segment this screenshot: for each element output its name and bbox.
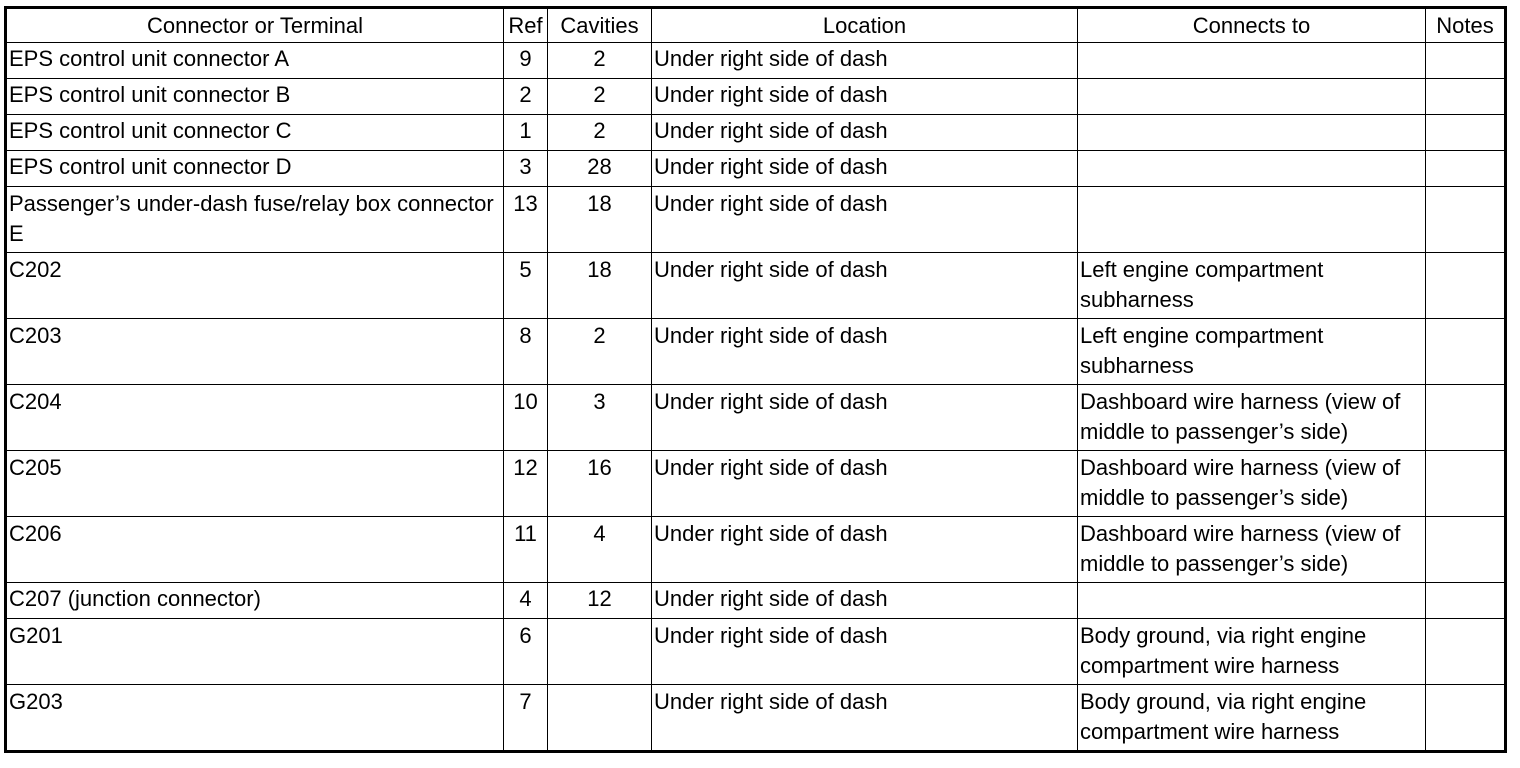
cell-connector: G201 bbox=[6, 619, 504, 685]
cell-location: Under right side of dash bbox=[652, 319, 1078, 385]
cell-connects-to bbox=[1078, 583, 1426, 619]
cell-cavities: 4 bbox=[548, 517, 652, 583]
connector-table-container bbox=[4, 6, 1507, 753]
cell-ref: 7 bbox=[504, 685, 548, 752]
table-row bbox=[6, 685, 1506, 752]
cell-location: Under right side of dash bbox=[652, 451, 1078, 517]
cell-connector: Passenger’s under-dash fuse/relay box connector E bbox=[6, 187, 504, 253]
cell-connects-to bbox=[1078, 187, 1426, 253]
table-row bbox=[6, 79, 1506, 115]
cell-connector: EPS control unit connector B bbox=[6, 79, 504, 115]
cell-cavities: 3 bbox=[548, 385, 652, 451]
connector-table bbox=[4, 6, 1507, 753]
cell-ref: 11 bbox=[504, 517, 548, 583]
table-row bbox=[6, 619, 1506, 685]
cell-connector: EPS control unit connector A bbox=[6, 43, 504, 79]
cell-notes bbox=[1426, 517, 1506, 583]
header-connector: Connector or Terminal bbox=[6, 8, 504, 43]
cell-notes bbox=[1426, 451, 1506, 517]
cell-connects-to: Dashboard wire harness (view of middle to passenger’s side) bbox=[1078, 385, 1426, 451]
cell-connects-to bbox=[1078, 151, 1426, 187]
cell-ref: 12 bbox=[504, 451, 548, 517]
cell-cavities: 2 bbox=[548, 115, 652, 151]
cell-connects-to: Left engine compartment subharness bbox=[1078, 253, 1426, 319]
table-row bbox=[6, 115, 1506, 151]
cell-notes bbox=[1426, 253, 1506, 319]
cell-notes bbox=[1426, 619, 1506, 685]
table-row bbox=[6, 517, 1506, 583]
cell-connector: G203 bbox=[6, 685, 504, 752]
cell-notes bbox=[1426, 685, 1506, 752]
cell-connector: EPS control unit connector C bbox=[6, 115, 504, 151]
table-row bbox=[6, 451, 1506, 517]
cell-notes bbox=[1426, 583, 1506, 619]
cell-connector: C204 bbox=[6, 385, 504, 451]
header-cavities: Cavities bbox=[548, 8, 652, 43]
cell-ref: 3 bbox=[504, 151, 548, 187]
cell-cavities: 2 bbox=[548, 319, 652, 385]
cell-ref: 6 bbox=[504, 619, 548, 685]
cell-notes bbox=[1426, 43, 1506, 79]
cell-location: Under right side of dash bbox=[652, 685, 1078, 752]
cell-connector: C202 bbox=[6, 253, 504, 319]
cell-cavities: 2 bbox=[548, 43, 652, 79]
table-row bbox=[6, 43, 1506, 79]
cell-connector: C207 (junction connector) bbox=[6, 583, 504, 619]
cell-notes bbox=[1426, 187, 1506, 253]
cell-location: Under right side of dash bbox=[652, 115, 1078, 151]
table-row bbox=[6, 187, 1506, 253]
cell-connects-to bbox=[1078, 79, 1426, 115]
cell-connects-to bbox=[1078, 115, 1426, 151]
header-ref: Ref bbox=[504, 8, 548, 43]
cell-ref: 10 bbox=[504, 385, 548, 451]
cell-ref: 1 bbox=[504, 115, 548, 151]
cell-ref: 2 bbox=[504, 79, 548, 115]
cell-connector: C203 bbox=[6, 319, 504, 385]
cell-notes bbox=[1426, 79, 1506, 115]
table-row bbox=[6, 319, 1506, 385]
cell-cavities: 2 bbox=[548, 79, 652, 115]
header-notes: Notes bbox=[1426, 8, 1506, 43]
cell-cavities bbox=[548, 619, 652, 685]
cell-cavities: 28 bbox=[548, 151, 652, 187]
cell-location: Under right side of dash bbox=[652, 619, 1078, 685]
cell-connects-to: Body ground, via right engine compartment wire harness bbox=[1078, 619, 1426, 685]
cell-cavities: 12 bbox=[548, 583, 652, 619]
cell-location: Under right side of dash bbox=[652, 517, 1078, 583]
cell-connects-to: Dashboard wire harness (view of middle to passenger’s side) bbox=[1078, 517, 1426, 583]
cell-notes bbox=[1426, 115, 1506, 151]
cell-ref: 5 bbox=[504, 253, 548, 319]
cell-notes bbox=[1426, 151, 1506, 187]
cell-cavities bbox=[548, 685, 652, 752]
table-row bbox=[6, 583, 1506, 619]
cell-location: Under right side of dash bbox=[652, 385, 1078, 451]
cell-ref: 9 bbox=[504, 43, 548, 79]
cell-cavities: 18 bbox=[548, 253, 652, 319]
table-row bbox=[6, 385, 1506, 451]
table-row bbox=[6, 151, 1506, 187]
table-row bbox=[6, 253, 1506, 319]
cell-ref: 8 bbox=[504, 319, 548, 385]
cell-notes bbox=[1426, 319, 1506, 385]
cell-ref: 4 bbox=[504, 583, 548, 619]
cell-ref: 13 bbox=[504, 187, 548, 253]
cell-connects-to: Body ground, via right engine compartment wire harness bbox=[1078, 685, 1426, 752]
cell-location: Under right side of dash bbox=[652, 151, 1078, 187]
cell-connector: EPS control unit connector D bbox=[6, 151, 504, 187]
cell-location: Under right side of dash bbox=[652, 187, 1078, 253]
cell-connector: C205 bbox=[6, 451, 504, 517]
header-location: Location bbox=[652, 8, 1078, 43]
cell-cavities: 16 bbox=[548, 451, 652, 517]
header-row bbox=[6, 8, 1506, 43]
cell-location: Under right side of dash bbox=[652, 583, 1078, 619]
cell-connects-to bbox=[1078, 43, 1426, 79]
cell-connects-to: Dashboard wire harness (view of middle to passenger’s side) bbox=[1078, 451, 1426, 517]
cell-location: Under right side of dash bbox=[652, 79, 1078, 115]
cell-notes bbox=[1426, 385, 1506, 451]
cell-location: Under right side of dash bbox=[652, 43, 1078, 79]
cell-connects-to: Left engine compartment subharness bbox=[1078, 319, 1426, 385]
header-connects-to: Connects to bbox=[1078, 8, 1426, 43]
cell-location: Under right side of dash bbox=[652, 253, 1078, 319]
cell-cavities: 18 bbox=[548, 187, 652, 253]
cell-connector: C206 bbox=[6, 517, 504, 583]
